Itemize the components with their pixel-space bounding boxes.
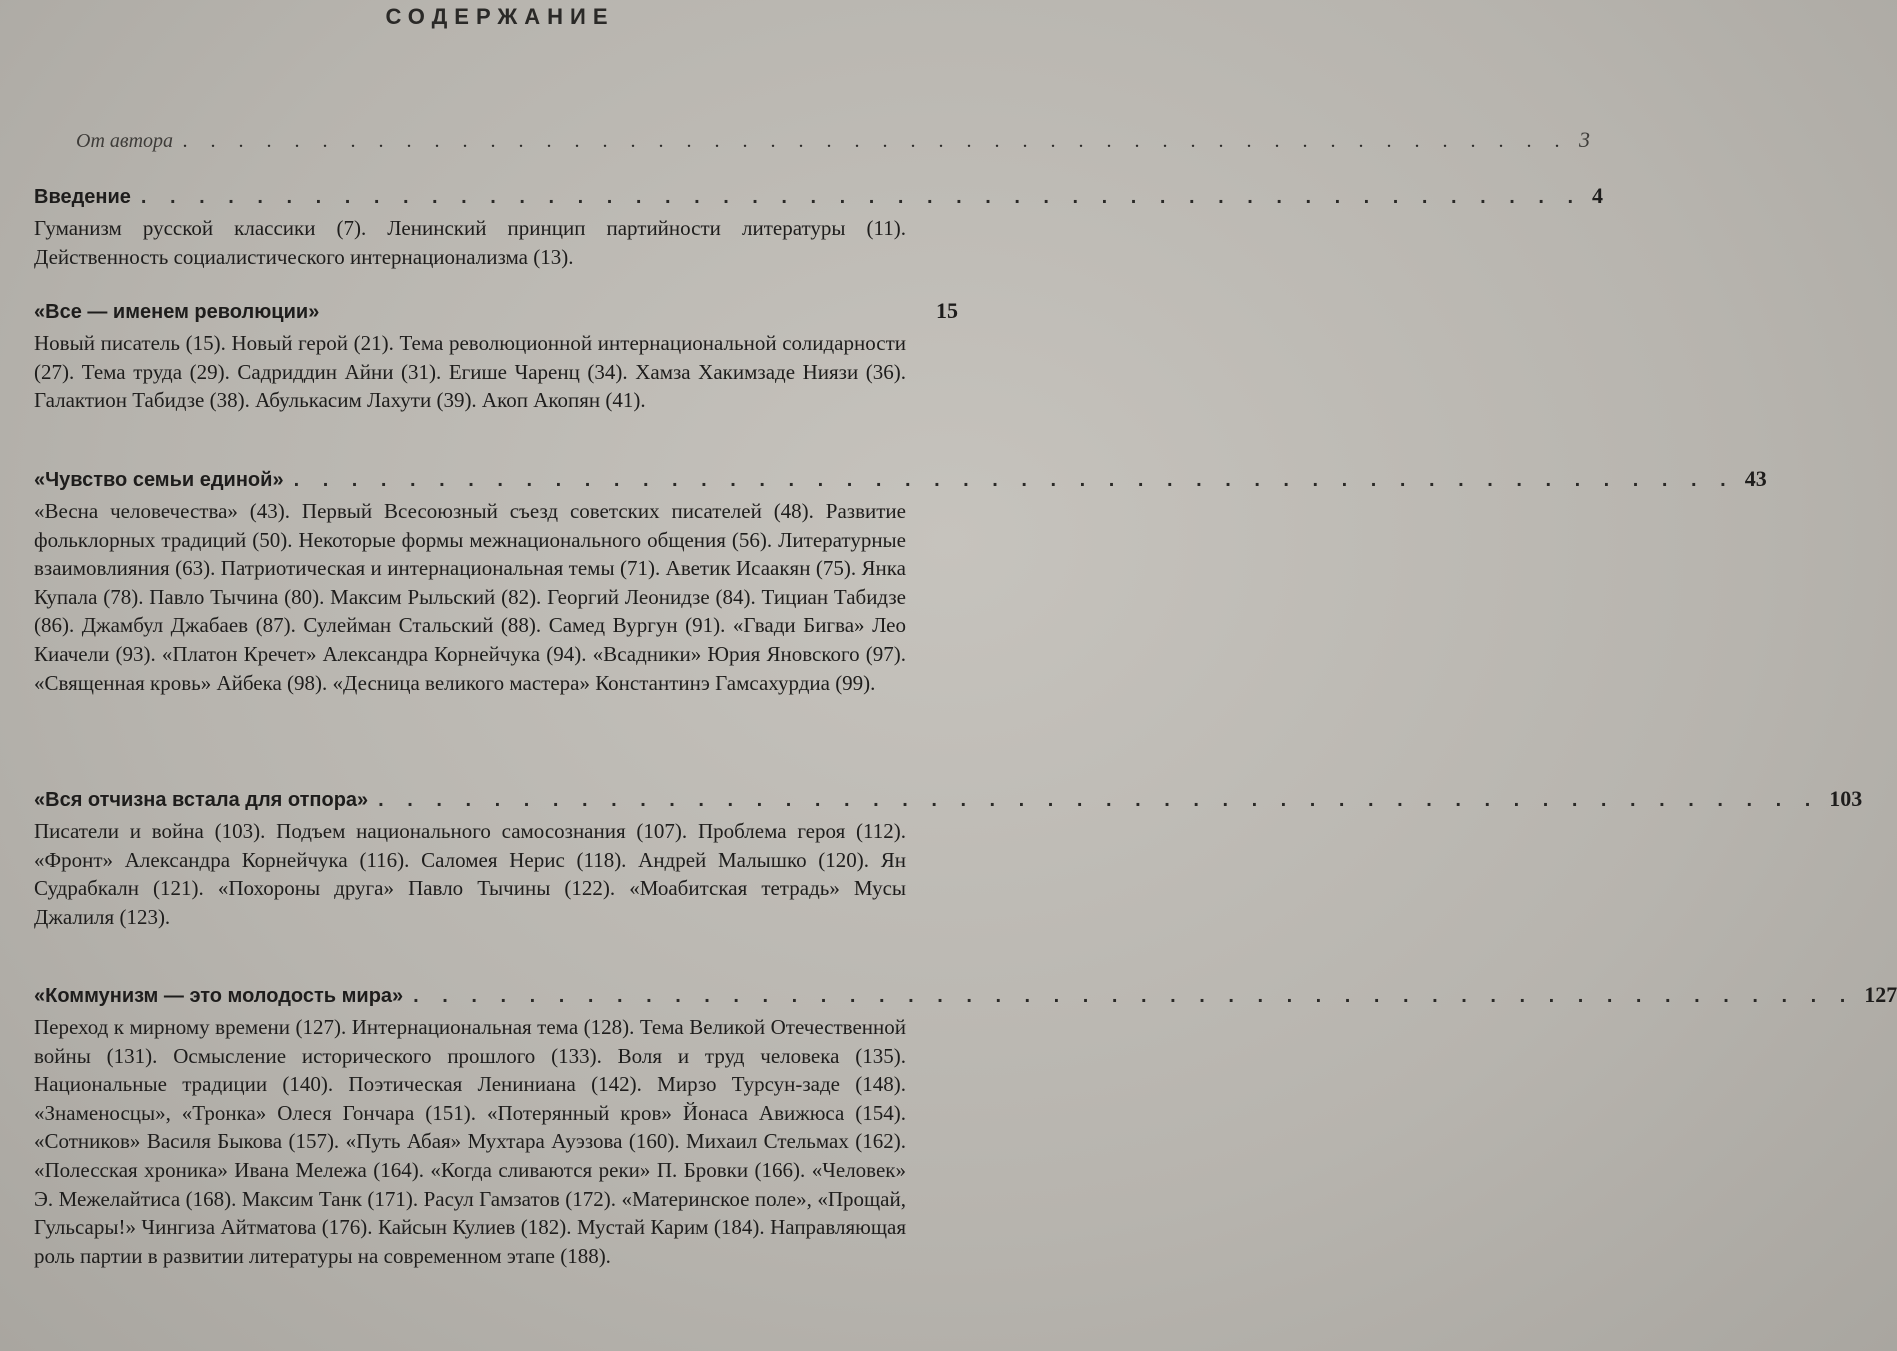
- toc-entry-chapter-1: [34, 298, 958, 324]
- toc-entry-page: 103: [1829, 786, 1863, 811]
- toc-entry-introduction: [34, 183, 1604, 209]
- dot-leader: . . . . . . . . . . . . . . . . . . . . . . . . . . . . . . . . . . . . . . . . . . . . . . . . . .: [293, 469, 1735, 491]
- toc-entry-chapter-3: [34, 786, 1863, 812]
- toc-entry-title: «Коммунизм — это молодость мира»: [34, 985, 404, 1007]
- dot-leader: . . . . . . . . . . . . . . . . . . . . . . . . . . . . . . . . . . . . . . . . . . . . . . . . . .: [378, 789, 1820, 811]
- toc-entry-page: 15: [936, 298, 958, 323]
- toc-entry-preface: [76, 127, 1591, 153]
- toc-entry-title: «Вся отчизна встала для отпора»: [34, 789, 369, 811]
- toc-entry-description: Гуманизм русской классики (7). Ленинский принцип партийности литературы (11). Действенность социалистического интернационализма (13).: [34, 216, 906, 269]
- toc-entry-title: «Все — именем революции»: [34, 301, 320, 323]
- dot-leader: . . . . . . . . . . . . . . . . . . . . . . . . . . . . . . . . . . . . . . . . . . . . . . . . . .: [413, 985, 1855, 1007]
- toc-entry-title: От автора: [76, 130, 174, 152]
- toc-entry-title: Введение: [34, 186, 131, 208]
- toc-entry-page: 4: [1592, 183, 1604, 208]
- toc-entry-description: «Весна человечества» (43). Первый Всесоюзный съезд советских писателей (48). Развитие фольклорных традиций (50). Некоторые формы межнационального общения (56). Литературные взаимовлияния (63). Патриотическая и интернациональная темы (71). Аветик Исаакян (75). Янка Купала (78). Павло Тычина (80). Максим Рыльский (82). Георгий Леонидзе (84). Тициан Табидзе (86). Джамбул Джабаев (87). Сулейман Стальский (88). Самед Вургун (91). «Гвади Бигва» Лео Киачели (93). «Платон Кречет» Александра Корнейчука (94). «Всадники» Юрия Яновского (97). «Священная кровь» Айбека (98). «Десница великого мастера» Константинэ Гамсахурдиа (99).: [34, 499, 906, 695]
- toc-entry-page: 127: [1864, 982, 1897, 1007]
- toc-entry-title: «Чувство семьи единой»: [34, 469, 284, 491]
- dot-leader: . . . . . . . . . . . . . . . . . . . . . . . . . . . . . . . . . . . . . . . . . . . . . . . . . .: [140, 186, 1583, 208]
- toc-entry-chapter-4: [34, 982, 1897, 1008]
- toc-entry-description: Новый писатель (15). Новый герой (21). Тема революционной интернациональной солидарности (27). Тема труда (29). Садриддин Айни (31). Егише Чаренц (34). Хамза Хакимзаде Ниязи (36). Галактион Табидзе (38). Абулькасим Лахути (39). Акоп Акопян (41).: [34, 331, 906, 413]
- toc-entry-page: 43: [1744, 466, 1767, 491]
- toc-entry-description: Переход к мирному времени (127). Интернациональная тема (128). Тема Великой Отечественной войны (131). Осмысление исторического прошлого (133). Воля и труд человека (135). Национальные традиции (140). Поэтическая Лениниана (142). Мирзо Турсун-заде (148). «Знаменосцы», «Тронка» Олеся Гончара (151). «Потерянный кров» Йонаса Авижюса (154). «Сотников» Василя Быкова (157). «Путь Абая» Мухтара Ауэзова (160). Михаил Стельмах (162). «Полесская хроника» Ивана Мележа (164). «Когда сливаются реки» П. Бровки (166). «Человек» Э. Межелайтиса (168). Максим Танк (171). Расул Гамзатов (172). «Материнское поле», «Прощай, Гульсары!» Чингиза Айтматова (176). Кайсын Кулиев (182). Мустай Карим (184). Направляющая роль партии в развитии литературы на современном этапе (188).: [34, 1015, 906, 1268]
- toc-entry-page: 3: [1579, 127, 1591, 152]
- toc-entry-description: Писатели и война (103). Подъем национального самосознания (107). Проблема героя (112). «Фронт» Александра Корнейчука (116). Саломея Нерис (118). Андрей Малышко (120). Ян Судрабкалн (121). «Похороны друга» Павло Тычины (122). «Моабитская тетрадь» Мусы Джалиля (123).: [34, 819, 906, 929]
- page-heading: СОДЕРЖАНИЕ: [385, 4, 615, 29]
- toc-entry-chapter-2: [34, 466, 1767, 492]
- dot-leader: . . . . . . . . . . . . . . . . . . . . . . . . . . . . . . . . . . . . . . . . . . . . . . . . . .: [183, 130, 1570, 152]
